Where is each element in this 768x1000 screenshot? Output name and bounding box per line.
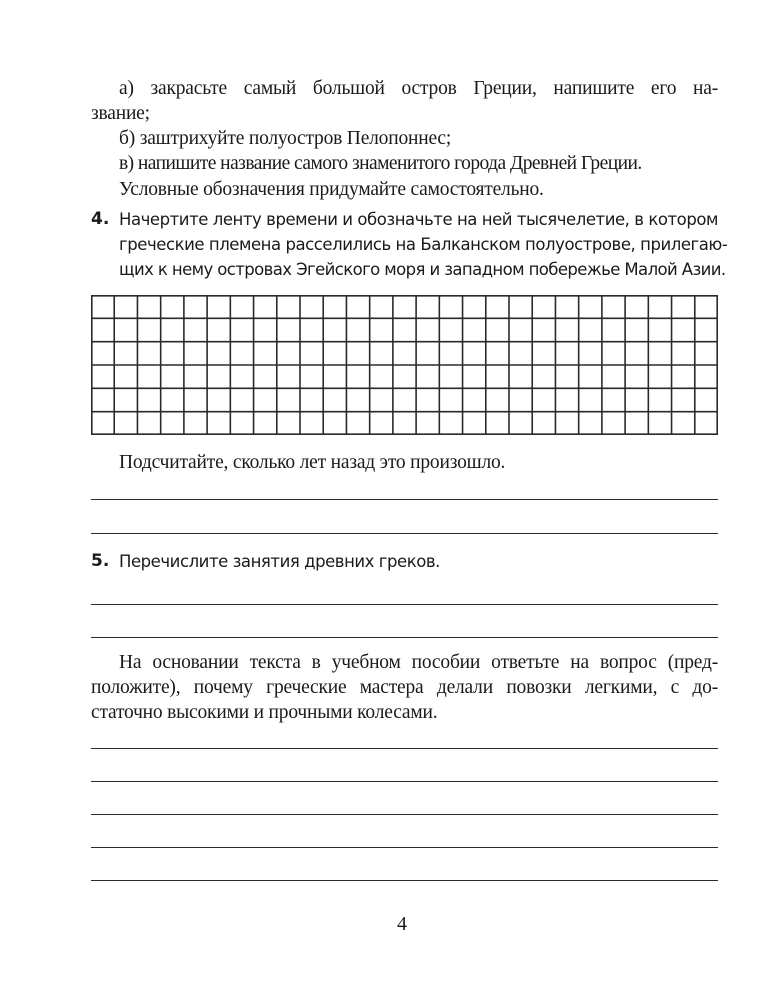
task-number: 5. bbox=[91, 551, 110, 571]
page-number: 4 bbox=[397, 913, 407, 935]
question-line3: статочно высокими и прочными колесами. bbox=[91, 702, 438, 723]
answer-line[interactable] bbox=[91, 748, 718, 749]
task4-followup: Подсчитайте, сколько лет назад это произошло. bbox=[119, 452, 506, 473]
legend-note: Условные обозначения придумайте самостоятельно. bbox=[119, 179, 544, 200]
answer-line[interactable] bbox=[91, 533, 718, 534]
answer-line[interactable] bbox=[91, 814, 718, 815]
answer-line[interactable] bbox=[91, 499, 718, 500]
task4-line2: греческие племена расселились на Балканском полуострове, прилегаю- bbox=[119, 235, 728, 254]
list-item-a-line1: а) закрасьте самый большой остров Греции, напишите его на- bbox=[119, 78, 718, 99]
question-line1: На основании текста в учебном пособии ответьте на вопрос (пред- bbox=[119, 652, 718, 673]
answer-line[interactable] bbox=[91, 781, 718, 782]
list-item-c: в) напишите название самого знаменитого города Древней Греции. bbox=[119, 153, 642, 174]
task4-line3: щих к нему островах Эгейского моря и западном побережье Малой Азии. bbox=[119, 260, 726, 279]
task4-line1: Начертите ленту времени и обозначьте на ней тысячелетие, в котором bbox=[119, 210, 718, 229]
answer-line[interactable] bbox=[91, 604, 718, 605]
answer-line[interactable] bbox=[91, 847, 718, 848]
answer-line[interactable] bbox=[91, 880, 718, 881]
task-number: 4. bbox=[91, 209, 110, 229]
answer-line[interactable] bbox=[91, 637, 718, 638]
question-line2: положите), почему греческие мастера делали повозки легкими, с до- bbox=[91, 677, 718, 698]
timeline-grid[interactable] bbox=[91, 295, 718, 435]
list-item-b: б) заштрихуйте полуостров Пелопоннес; bbox=[119, 128, 452, 149]
task5-text: Перечислите занятия древних греков. bbox=[119, 552, 440, 571]
list-item-a-line2: звание; bbox=[91, 103, 150, 124]
